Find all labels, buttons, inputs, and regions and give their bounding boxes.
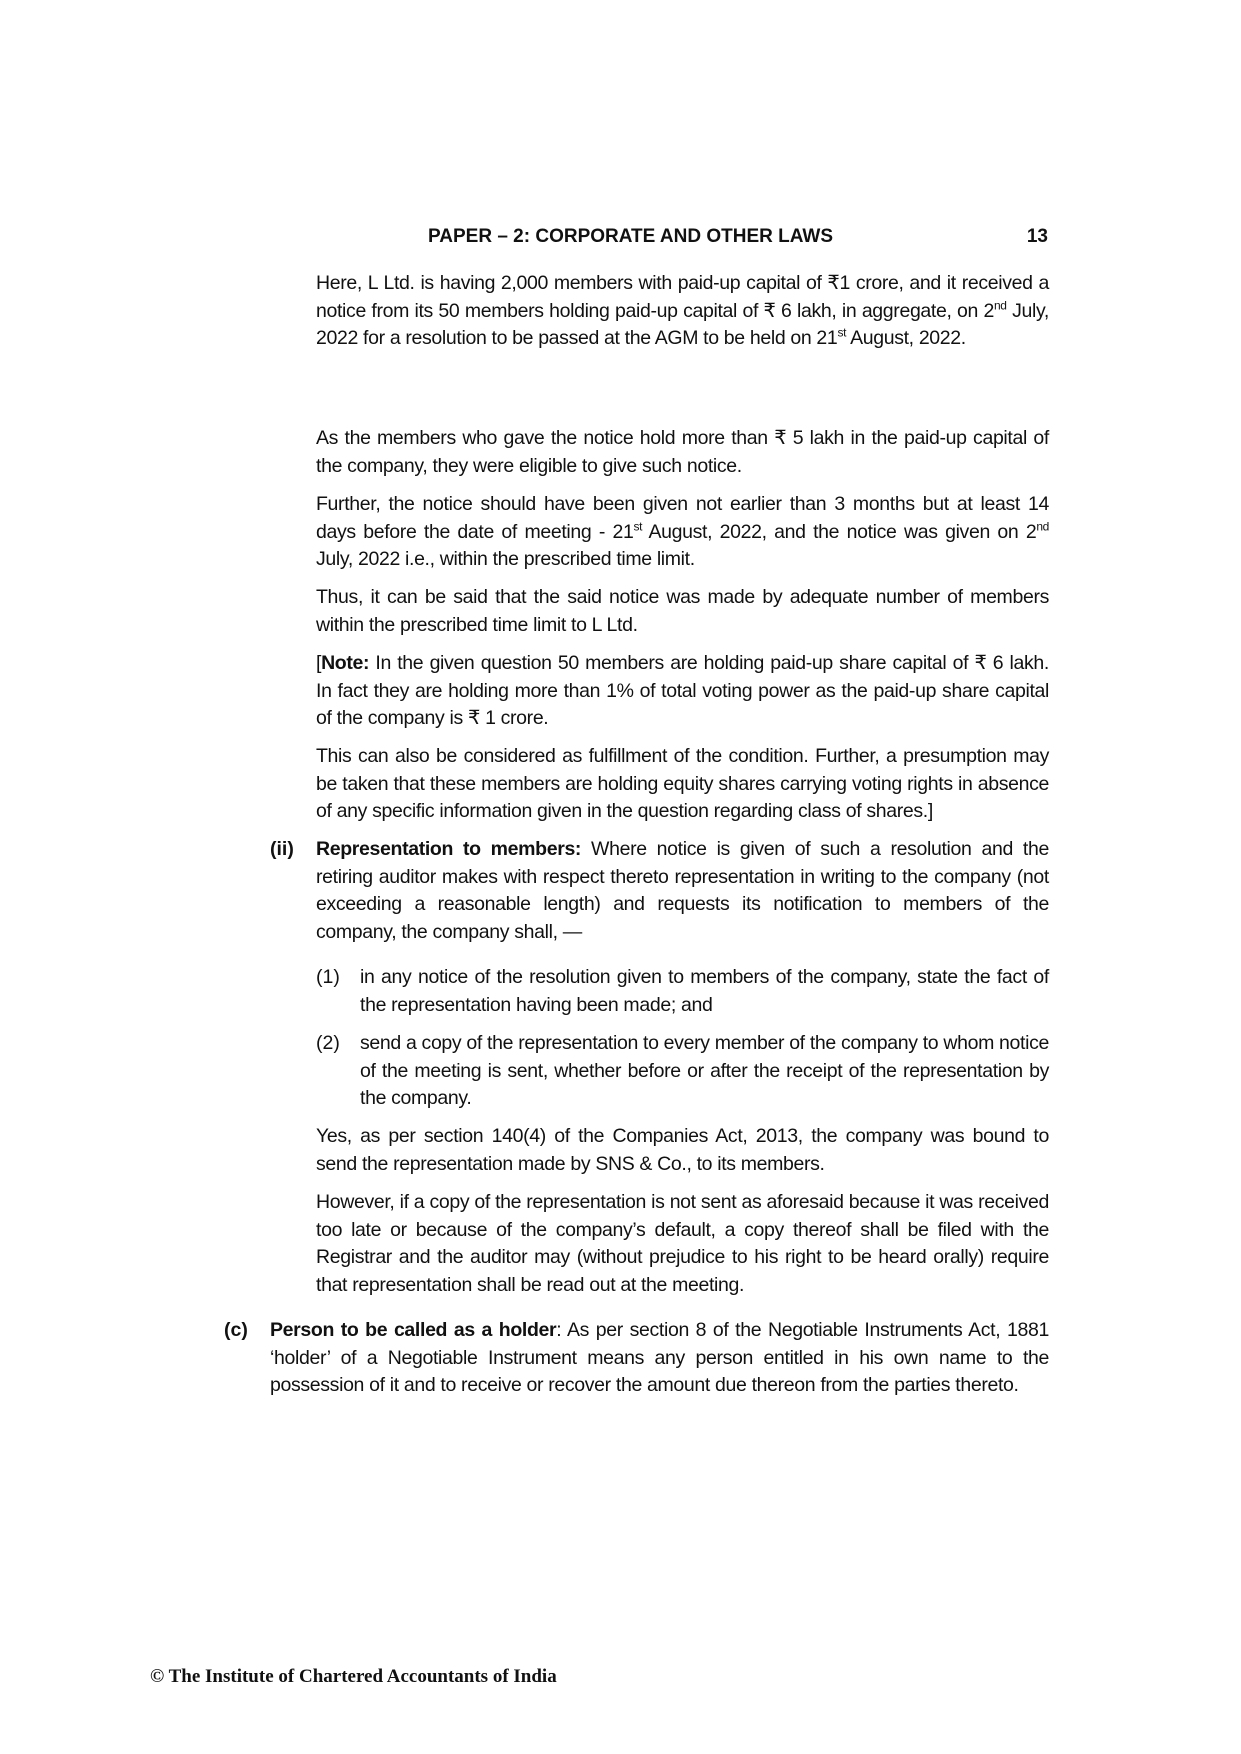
section-heading: Person to be called as a holder: [270, 1319, 557, 1341]
paragraph-members-notice: [316, 270, 1049, 353]
text: August, 2022, and the notice was given on 2: [642, 520, 1037, 543]
section-holder: [270, 1317, 1049, 1400]
page-header: [428, 226, 1048, 256]
text: August, 2022.: [846, 327, 966, 349]
copyright-footer: © The Institute of Chartered Accountants of India: [150, 1666, 557, 1687]
item-marker-ii: (ii): [270, 838, 294, 860]
text: Where notice is given of such a resolution and the retiring auditor makes with respect thereto representation in writing to the company (not exceeding a reasonable length) and requests its notification to members of the company, the company shall, —: [316, 838, 1049, 943]
paper-title: PAPER – 2: CORPORATE AND OTHER LAWS: [428, 226, 834, 247]
paragraph-presumption: [316, 743, 1049, 826]
paragraph-note: [316, 650, 1049, 733]
paragraph-conclusion: [316, 584, 1049, 639]
note-label: Note:: [321, 652, 370, 674]
item-marker-c: (c): [224, 1319, 248, 1341]
text: : As per section 8 of the Negotiable Instruments Act, 1881 ‘holder’ of a Negotiable Instrument means any person entitled in his own name to the possession of it and to receive or recover the amount due thereon from the parties thereto.: [270, 1319, 1049, 1396]
text: Here, L Ltd. is having 2,000 members with paid-up capital of ₹1 crore, and it received a notice from its 50 members holding paid-up capital of ₹ 6 lakh, in aggregate, on 2: [316, 272, 1049, 322]
superscript: st: [633, 519, 643, 533]
superscript: nd: [993, 298, 1007, 312]
text: July, 2022 i.e., within the prescribed time limit.: [316, 548, 695, 570]
paragraph-time-limit: [316, 491, 1049, 574]
section-representation: [316, 836, 1049, 946]
superscript: st: [837, 325, 847, 340]
item-marker-2: (2): [316, 1032, 340, 1054]
text: Yes, as per section 140(4) of the Companies Act, 2013, the company was bound to send the representation made by SNS & Co., to its members.: [316, 1125, 1049, 1175]
text: July, 2022 for a resolution to be passed at the AGM to be held on 21: [316, 299, 1050, 349]
text: [: [316, 652, 322, 674]
list-item: [360, 1030, 1049, 1113]
item-marker-1: (1): [316, 966, 340, 988]
text: In the given question 50 members are holding paid-up share capital of ₹ 6 lakh. In fact they are holding more than 1% of total voting power as the paid-up share capital of the company is ₹ 1 crore.: [316, 652, 1049, 729]
text: However, if a copy of the representation is not sent as aforesaid because it was received too late or because of the company’s default, a copy thereof shall be filed with the Registrar and the auditor may (without prejudice to his right to be heard orally) require that representation shall be read out at the meeting.: [316, 1191, 1049, 1296]
paragraph-section-140: [316, 1123, 1049, 1178]
paragraph-eligibility: [316, 425, 1049, 480]
page-number: 13: [1026, 226, 1048, 247]
text: As the members who gave the notice hold more than ₹ 5 lakh in the paid-up capital of the company, they were eligible to give such notice.: [316, 427, 1049, 477]
paragraph-registrar: [316, 1189, 1049, 1299]
text: Thus, it can be said that the said notice was made by adequate number of members within the prescribed time limit to L Ltd.: [316, 586, 1049, 636]
text: in any notice of the resolution given to members of the company, state the fact of the representation having been made; and: [360, 966, 1049, 1016]
superscript: nd: [1036, 519, 1050, 533]
list-item: [360, 964, 1049, 1019]
text: Further, the notice should have been given not earlier than 3 months but at least 14 days before the date of meeting - 21: [316, 493, 1049, 543]
text: This can also be considered as fulfillment of the condition. Further, a presumption may be taken that these members are holding equity shares carrying voting rights in absence of any specific information given in the question regarding class of shares.]: [316, 745, 1049, 822]
text: send a copy of the representation to every member of the company to whom notice of the meeting is sent, whether before or after the receipt of the representation by the company.: [360, 1032, 1049, 1109]
section-heading: Representation to members:: [316, 838, 582, 860]
